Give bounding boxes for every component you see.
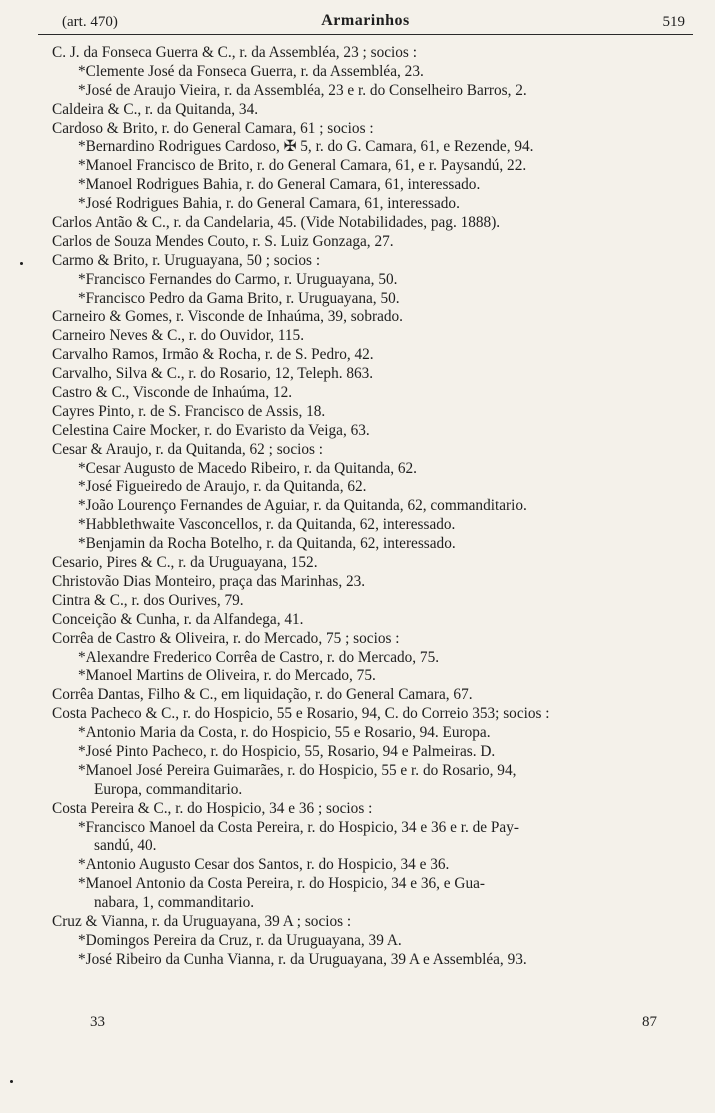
continuation-line: nabara, 1, commanditario. [94, 894, 255, 912]
page-footer [90, 1014, 657, 1034]
entry-line: Costa Pereira & C., r. do Hospicio, 34 e 36 ; socios : [52, 799, 373, 817]
partner-line: *Antonio Maria da Costa, r. do Hospicio, 55 e Rosario, 94. Europa. [78, 724, 491, 742]
entry-line: Cesario, Pires & C., r. da Uruguayana, 152. [52, 554, 318, 572]
ink-speck [20, 262, 23, 265]
partner-line: *Manoel Antonio da Costa Pereira, r. do Hospicio, 34 e 36, e Gua- [78, 875, 485, 893]
entry-line: Christovão Dias Monteiro, praça das Marinhas, 23. [52, 572, 366, 590]
partner-line: *João Lourenço Fernandes de Aguiar, r. da Quitanda, 62, commanditario. [78, 497, 527, 515]
partner-line: *José Rodrigues Bahia, r. do General Camara, 61, interessado. [78, 195, 460, 213]
partner-line: *José Ribeiro da Cunha Vianna, r. da Uruguayana, 39 A e Assembléa, 93. [78, 950, 527, 968]
entry-line: Cruz & Vianna, r. da Uruguayana, 39 A ; socios : [52, 912, 352, 930]
entry-line: Castro & C., Visconde de Inhaúma, 12. [52, 384, 293, 402]
partner-line: *Bernardino Rodrigues Cardoso, ✠ 5, r. do G. Camara, 61, e Rezende, 94. [78, 138, 534, 156]
page-number: 519 [662, 14, 685, 30]
partner-line: *Manoel Rodrigues Bahia, r. do General Camara, 61, interessado. [78, 176, 481, 194]
partner-line: *Francisco Pedro da Gama Brito, r. Uruguayana, 50. [78, 289, 400, 307]
entry-line: Cayres Pinto, r. de S. Francisco de Assis, 18. [52, 402, 326, 420]
entry-line: C. J. da Fonseca Guerra & C., r. da Assembléa, 23 ; socios : [52, 44, 417, 61]
entry-line: Celestina Caire Mocker, r. do Evaristo da Veiga, 63. [52, 421, 370, 439]
entry-line: Corrêa Dantas, Filho & C., em liquidação, r. do General Camara, 67. [52, 686, 473, 704]
entry-line: Conceição & Cunha, r. da Alfandega, 41. [52, 610, 304, 628]
partner-line: *Francisco Manoel da Costa Pereira, r. do Hospicio, 34 e 36 e r. de Pay- [78, 818, 519, 836]
partner-line: *Francisco Fernandes do Carmo, r. Uruguayana, 50. [78, 270, 398, 288]
article-reference: (art. 470) [62, 14, 118, 30]
entry-line: Corrêa de Castro & Oliveira, r. do Mercado, 75 ; socios : [52, 629, 400, 647]
ink-speck [10, 1080, 13, 1083]
partner-line: *José Pinto Pacheco, r. do Hospicio, 55, Rosario, 94 e Palmeiras. D. [78, 742, 496, 760]
directory-entries [0, 44, 715, 970]
continuation-line: Europa, commanditario. [94, 780, 243, 798]
partner-line: *Habblethwaite Vasconcellos, r. da Quitanda, 62, interessado. [78, 516, 456, 534]
entry-line: Carmo & Brito, r. Uruguayana, 50 ; socios : [52, 251, 321, 269]
page-header [38, 12, 693, 35]
entry-line: Carlos de Souza Mendes Couto, r. S. Luiz Gonzaga, 27. [52, 232, 394, 250]
partner-line: *Benjamin da Rocha Botelho, r. da Quitanda, 62, interessado. [78, 535, 456, 553]
partner-line: *José Figueiredo de Araujo, r. da Quitanda, 62. [78, 478, 367, 496]
partner-line: *Domingos Pereira da Cruz, r. da Uruguayana, 39 A. [78, 931, 402, 949]
entry-line: Caldeira & C., r. da Quitanda, 34. [52, 100, 259, 118]
entry-line: Cardoso & Brito, r. do General Camara, 61 ; socios : [52, 119, 374, 137]
signature-mark: 33 [90, 1014, 105, 1030]
entry-line: Carvalho Ramos, Irmão & Rocha, r. de S. Pedro, 42. [52, 346, 374, 364]
partner-line: *Manoel Francisco de Brito, r. do General Camara, 61, e r. Paysandú, 22. [78, 157, 527, 175]
partner-line: *Clemente José da Fonseca Guerra, r. da Assembléa, 23. [78, 62, 424, 80]
continuation-line: sandú, 40. [94, 837, 157, 855]
entry-line: Carneiro & Gomes, r. Visconde de Inhaúma, 39, sobrado. [52, 308, 403, 326]
partner-line: *Alexandre Frederico Corrêa de Castro, r. do Mercado, 75. [78, 648, 440, 666]
entry-line: Carneiro Neves & C., r. do Ouvidor, 115. [52, 327, 305, 345]
partner-line: *José de Araujo Vieira, r. da Assembléa, 23 e r. do Conselheiro Barros, 2. [78, 81, 527, 99]
entry-line: Costa Pacheco & C., r. do Hospicio, 55 e Rosario, 94, C. do Correio 353; socios : [52, 705, 550, 723]
partner-line: *Manoel José Pereira Guimarães, r. do Hospicio, 55 e r. do Rosario, 94, [78, 761, 517, 779]
partner-line: *Antonio Augusto Cesar dos Santos, r. do Hospicio, 34 e 36. [78, 856, 450, 874]
entry-line: Cintra & C., r. dos Ourives, 79. [52, 591, 244, 609]
entry-line: Carlos Antão & C., r. da Candelaria, 45. (Vide Notabilidades, pag. 1888). [52, 214, 501, 232]
section-title: Armarinhos [321, 12, 410, 29]
partner-line: *Manoel Martins de Oliveira, r. do Mercado, 75. [78, 667, 376, 685]
entry-line: Carvalho, Silva & C., r. do Rosario, 12, Teleph. 863. [52, 365, 374, 383]
footer-number: 87 [642, 1014, 657, 1030]
partner-line: *Cesar Augusto de Macedo Ribeiro, r. da Quitanda, 62. [78, 459, 418, 477]
entry-line: Cesar & Araujo, r. da Quitanda, 62 ; socios : [52, 440, 324, 458]
